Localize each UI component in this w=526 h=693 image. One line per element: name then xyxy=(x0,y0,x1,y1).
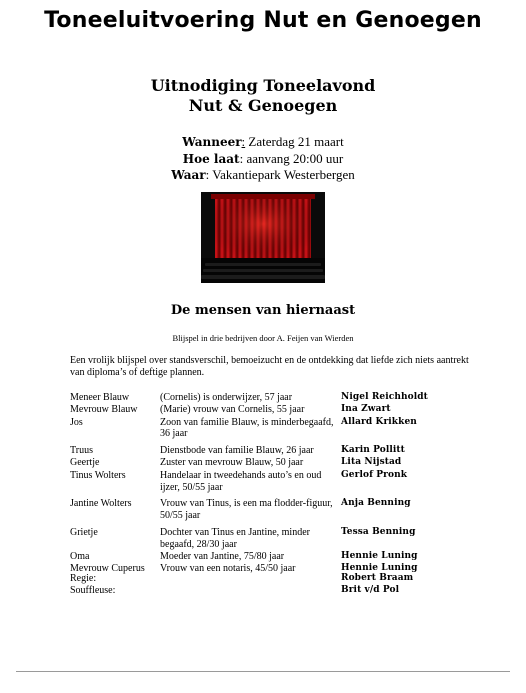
crew-row xyxy=(70,573,430,585)
where-label: Waar xyxy=(171,168,206,182)
time-value: aanvang 20:00 uur xyxy=(246,150,344,166)
cast-description: Moeder van Jantine, 75/80 jaar xyxy=(160,551,285,563)
when-value: Zaterdag 21 maart xyxy=(248,134,344,149)
when-label: Wanneer xyxy=(182,135,242,149)
cast-actor: Tessa Benning xyxy=(341,526,416,537)
theater-curtain-image xyxy=(201,192,325,283)
cast-description: (Marie) vrouw van Cornelis, 55 jaar xyxy=(160,404,305,416)
cast-actor: Hennie Luning xyxy=(341,551,418,562)
crew-role: Regie: xyxy=(70,573,97,584)
cast-description: Dienstbode van familie Blauw, 26 jaar xyxy=(160,445,314,457)
cast-actor: Karin Pollitt xyxy=(341,445,405,456)
cast-actor: Gerlof Pronk xyxy=(341,469,408,480)
cast-role: Oma xyxy=(70,551,90,563)
where-value: Vakantiepark Westerbergen xyxy=(212,167,355,182)
cast-row xyxy=(70,498,430,522)
cast-role: Mevrouw Cuperus xyxy=(70,563,145,575)
play-intro: Een vrolijk blijspel over standsverschil, bemoeizucht en de ontdekking dat liefde zich niets aantrekt van diploma’s of deftige plannen. xyxy=(70,355,469,378)
when-colon: : xyxy=(241,134,246,149)
cast-role: Grietje xyxy=(70,526,98,538)
cast-description: Vrouw van Tinus, is een ma flodder-figuur, 50/55 jaar xyxy=(160,498,333,522)
theater-curtain-icon xyxy=(201,192,325,283)
cast-role: Truus xyxy=(70,445,93,457)
invitation-title xyxy=(0,76,526,116)
cast-description: Zuster van mevrouw Blauw, 50 jaar xyxy=(160,457,304,469)
crew-spacer xyxy=(160,573,336,585)
cast-role: Jantine Wolters xyxy=(70,498,132,510)
event-details xyxy=(0,134,526,184)
cast-row xyxy=(70,527,430,551)
time-colon: : xyxy=(239,150,244,166)
cast-role: Geertje xyxy=(70,457,100,469)
page-title: Toneeluitvoering Nut en Genoegen xyxy=(44,8,482,33)
play-subtitle: Blijspel in drie bedrijven door A. Feijen van Wierden xyxy=(172,333,354,343)
cast-description: Handelaar in tweedehands auto’s en oud ijzer, 50/55 jaar xyxy=(160,469,322,493)
cast-actor: Lita Nijstad xyxy=(341,457,402,468)
cast-row xyxy=(70,457,430,469)
invitation-title-line-1: Uitnodiging Toneelavond xyxy=(150,76,376,95)
cast-row xyxy=(70,404,430,416)
cast-description: (Cornelis) is onderwijzer, 57 jaar xyxy=(160,392,293,403)
crew-role: Souffleuse: xyxy=(70,585,116,597)
crew-spacer xyxy=(160,585,336,597)
cast-description: Zoon van familie Blauw, is minderbegaafd, 36 jaar xyxy=(160,416,334,440)
cast-actor: Ina Zwart xyxy=(341,404,391,415)
cast-row xyxy=(70,417,430,441)
cast-row xyxy=(70,551,430,563)
crew-list xyxy=(70,573,430,598)
play-title: De mensen van hiernaast xyxy=(170,303,356,318)
crew-person: Brit v/d Pol xyxy=(341,585,400,596)
cast-description: Vrouw van een notaris, 45/50 jaar xyxy=(160,563,296,575)
where-colon: : xyxy=(205,167,210,182)
cast-role: Tinus Wolters xyxy=(70,469,126,481)
detail-when xyxy=(0,134,526,151)
cast-actor: Nigel Reichholdt xyxy=(341,392,428,402)
cast-actor: Allard Krikken xyxy=(341,416,417,427)
crew-row xyxy=(70,585,430,597)
footer-divider xyxy=(16,671,510,672)
cast-description: Dochter van Tinus en Jantine, minder begaafd, 28/30 jaar xyxy=(160,526,310,550)
cast-list xyxy=(70,392,430,576)
detail-time xyxy=(0,151,526,168)
invitation-title-line-2: Nut & Genoegen xyxy=(188,96,338,115)
cast-actor: Hennie Luning xyxy=(341,563,418,574)
cast-row xyxy=(70,470,430,494)
cast-role: Mevrouw Blauw xyxy=(70,404,138,416)
cast-role: Jos xyxy=(70,416,83,428)
cast-row xyxy=(70,445,430,457)
cast-actor: Anja Benning xyxy=(341,498,411,509)
detail-where xyxy=(0,167,526,184)
time-label: Hoe laat xyxy=(182,151,240,166)
cast-role: Meneer Blauw xyxy=(70,392,130,403)
cast-row xyxy=(70,392,430,404)
crew-person: Robert Braam xyxy=(341,573,414,583)
